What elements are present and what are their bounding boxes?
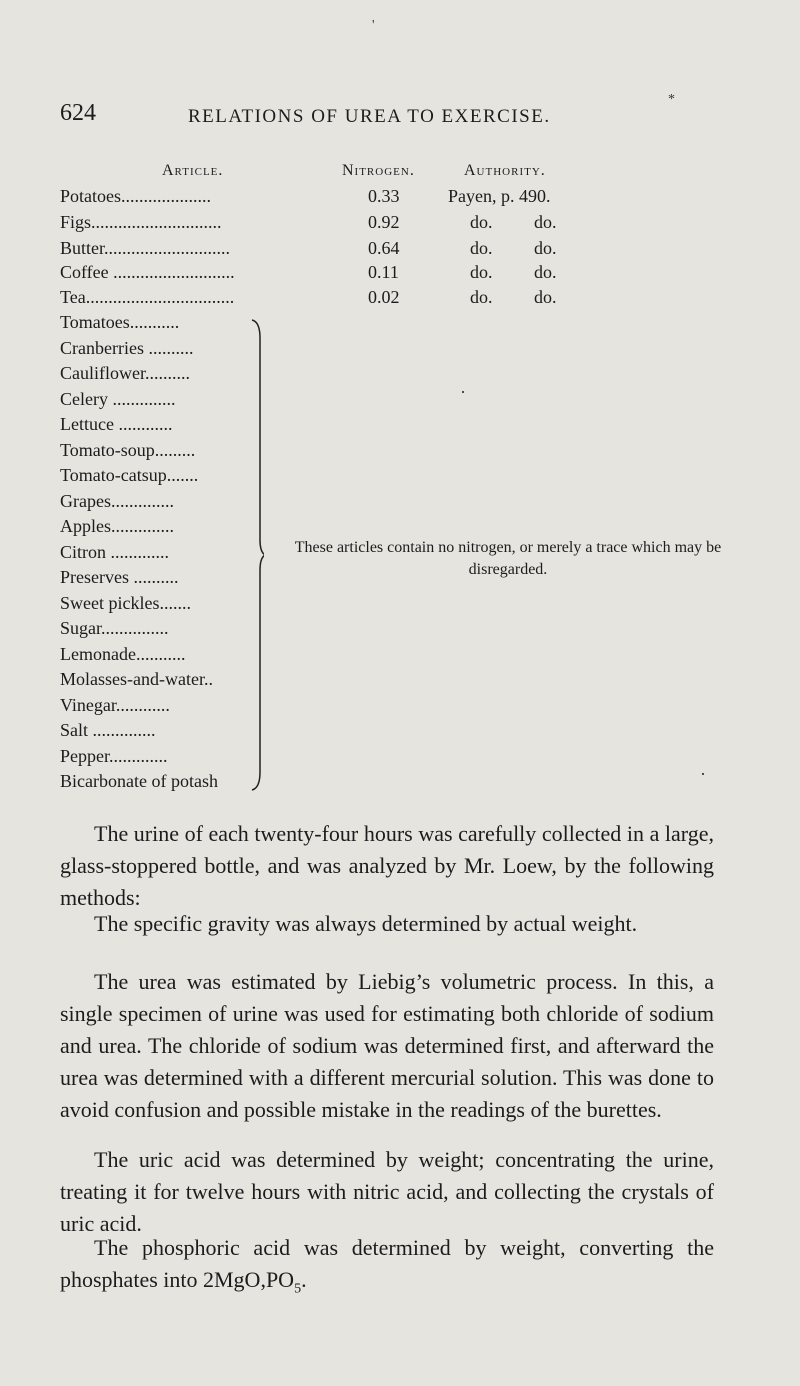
- paragraph: [60, 966, 714, 1126]
- stray-mark: ': [372, 18, 375, 33]
- list-item: Preserves ..........: [60, 567, 179, 587]
- authority-ditto: do.: [534, 238, 557, 258]
- list-item: Grapes..............: [60, 490, 174, 511]
- authority-ditto: do.: [534, 287, 557, 307]
- list-item: Pepper.............: [60, 745, 168, 766]
- list-item: Vinegar............: [60, 694, 170, 715]
- stray-dot: ·: [700, 764, 706, 784]
- brace-note: These articles contain no nitrogen, or merely a trace which may be disregarded.: [294, 539, 722, 578]
- table-row: [60, 238, 620, 264]
- list-item: Molasses-and-water..: [60, 669, 213, 689]
- authority-ditto: do.: [534, 212, 557, 232]
- authority: do.: [470, 212, 493, 232]
- authority: do.: [470, 238, 493, 258]
- subscript: 5: [294, 1281, 302, 1297]
- nitrogen-value: 0.33: [368, 186, 400, 206]
- table-row: [60, 186, 620, 212]
- list-item: Lemonade...........: [60, 643, 186, 664]
- paragraph-text: The uric acid was determined by weight; concentrating the urine, treating it for twelve hours with nitric acid, and collecting the crystals of uric acid.: [60, 1147, 714, 1236]
- page-header: [60, 100, 740, 136]
- article-name: Tea.................................: [60, 287, 235, 307]
- article-name: Potatoes....................: [60, 186, 211, 206]
- list-item: Sugar...............: [60, 618, 169, 638]
- list-item: Cauliflower..........: [60, 363, 190, 383]
- list-item: Cranberries ..........: [60, 337, 194, 358]
- paragraph: [60, 1144, 714, 1240]
- paragraph-text: The phosphoric acid was determined by weight, converting the phosphates into 2MgO,PO: [60, 1235, 714, 1292]
- curly-brace: [250, 318, 264, 792]
- stray-dot: ·: [460, 382, 466, 402]
- list-item: Celery ..............: [60, 388, 176, 409]
- column-header-nitrogen: Nitrogen.: [342, 162, 415, 179]
- table-row: [60, 212, 620, 238]
- asterisk-mark: *: [668, 92, 675, 107]
- article-name: Butter............................: [60, 238, 230, 258]
- page-number: 624: [60, 100, 96, 126]
- paragraph-text: The urea was estimated by Liebig’s volumetric process. In this, a single specimen of urine was used for estimating both chloride of sodium and urea. The chloride of sodium was determined first, and afterward the urea was determined with a different mercurial solution. This was done to avoid confusion and possible mistake in the readings of the burettes.: [60, 969, 714, 1122]
- paragraph-text: The urine of each twenty-four hours was carefully collected in a large, glass-stoppered bottle, and was analyzed by Mr. Loew, by the following methods:: [60, 821, 714, 910]
- nitrogen-value: 0.64: [368, 238, 400, 258]
- authority: do.: [470, 262, 493, 282]
- list-item: Citron .............: [60, 541, 170, 562]
- list-item: Apples..............: [60, 516, 174, 536]
- column-header-authority: Authority.: [464, 162, 546, 179]
- list-item: Bicarbonate of potash: [60, 771, 218, 791]
- article-name: Figs.............................: [60, 212, 222, 232]
- list-item: Lettuce ............: [60, 414, 173, 434]
- column-header-article: Article.: [162, 162, 224, 179]
- list-item: Tomato-catsup.......: [60, 465, 199, 485]
- no-nitrogen-list: [60, 312, 270, 797]
- running-title: RELATIONS OF UREA TO EXERCISE.: [188, 106, 551, 127]
- authority-ditto: do.: [534, 262, 557, 282]
- paragraph: [60, 908, 714, 940]
- list-item: Sweet pickles.......: [60, 592, 191, 613]
- table-row: [60, 262, 620, 288]
- list-item: Salt ..............: [60, 720, 156, 740]
- list-item: Tomato-soup.........: [60, 439, 196, 460]
- nitrogen-value: 0.92: [368, 212, 400, 232]
- list-item: Tomatoes...........: [60, 312, 180, 332]
- nitrogen-value: 0.11: [368, 262, 399, 282]
- paragraph: [60, 1232, 714, 1305]
- authority: do.: [470, 287, 493, 307]
- table-row: [60, 287, 620, 313]
- paragraph: [60, 818, 714, 914]
- paragraph-text: The specific gravity was always determined by actual weight.: [94, 911, 638, 936]
- authority: Payen, p. 490.: [448, 186, 551, 206]
- nitrogen-value: 0.02: [368, 287, 400, 307]
- article-name: Coffee ...........................: [60, 262, 235, 282]
- paragraph-end: .: [301, 1267, 307, 1292]
